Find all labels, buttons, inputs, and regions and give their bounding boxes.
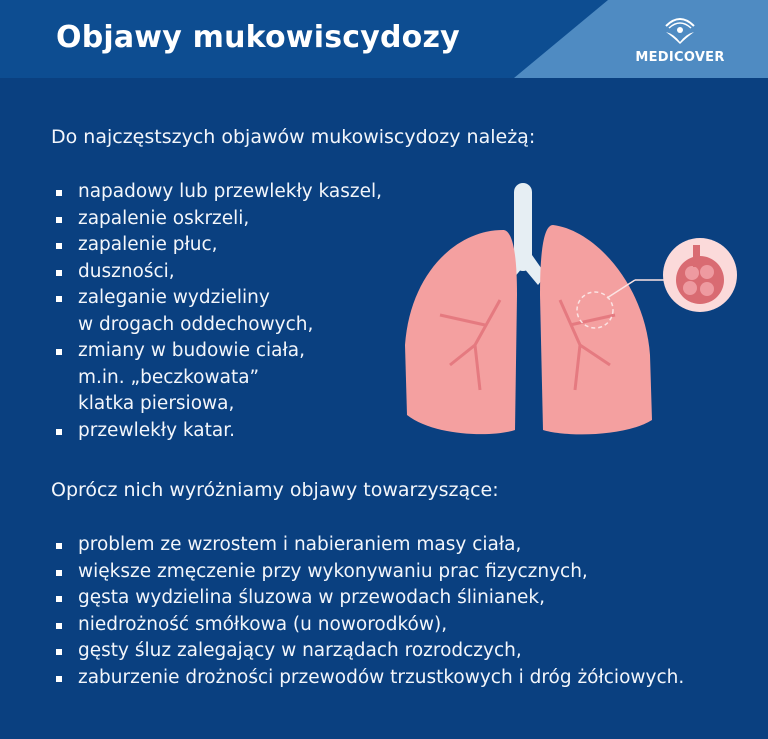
symptom-item: zaburzenie drożności przewodów trzustkowych i dróg żółciowych. xyxy=(51,665,684,692)
symptom-item: zapalenie płuc, xyxy=(51,232,382,259)
secondary-symptoms-list xyxy=(51,532,684,691)
symptom-item: przewlekły katar. xyxy=(51,418,382,445)
symptom-item: zaleganie wydzieliny w drogach oddechowych, xyxy=(51,285,382,338)
lungs-illustration xyxy=(395,175,745,445)
symptom-item: problem ze wzrostem i nabieraniem masy ciała, xyxy=(51,532,684,559)
symptom-item: większe zmęczenie przy wykonywaniu prac fizycznych, xyxy=(51,559,684,586)
medicover-logo-icon xyxy=(660,14,700,44)
symptom-item: gęsta wydzielina śluzowa w przewodach ślinianek, xyxy=(51,585,684,612)
header xyxy=(0,0,768,78)
symptom-item: gęsty śluz zalegający w narządach rozrodczych, xyxy=(51,638,684,665)
symptom-item: zmiany w budowie ciała, m.in. „beczkowata” klatka piersiowa, xyxy=(51,338,382,418)
main-symptoms-list xyxy=(51,179,382,444)
logo-text: MEDICOVER xyxy=(635,50,725,65)
symptom-item: duszności, xyxy=(51,259,382,286)
intro-text: Do najczęstszych objawów mukowiscydozy należą: xyxy=(51,126,536,148)
symptom-item: niedrożność smółkowa (u noworodków), xyxy=(51,612,684,639)
secondary-intro-text: Oprócz nich wyróżniamy objawy towarzyszące: xyxy=(51,479,499,501)
page-title: Objawy mukowiscydozy xyxy=(56,20,460,55)
medicover-logo xyxy=(630,14,730,65)
symptom-item: napadowy lub przewlekły kaszel, xyxy=(51,179,382,206)
symptom-item: zapalenie oskrzeli, xyxy=(51,206,382,233)
